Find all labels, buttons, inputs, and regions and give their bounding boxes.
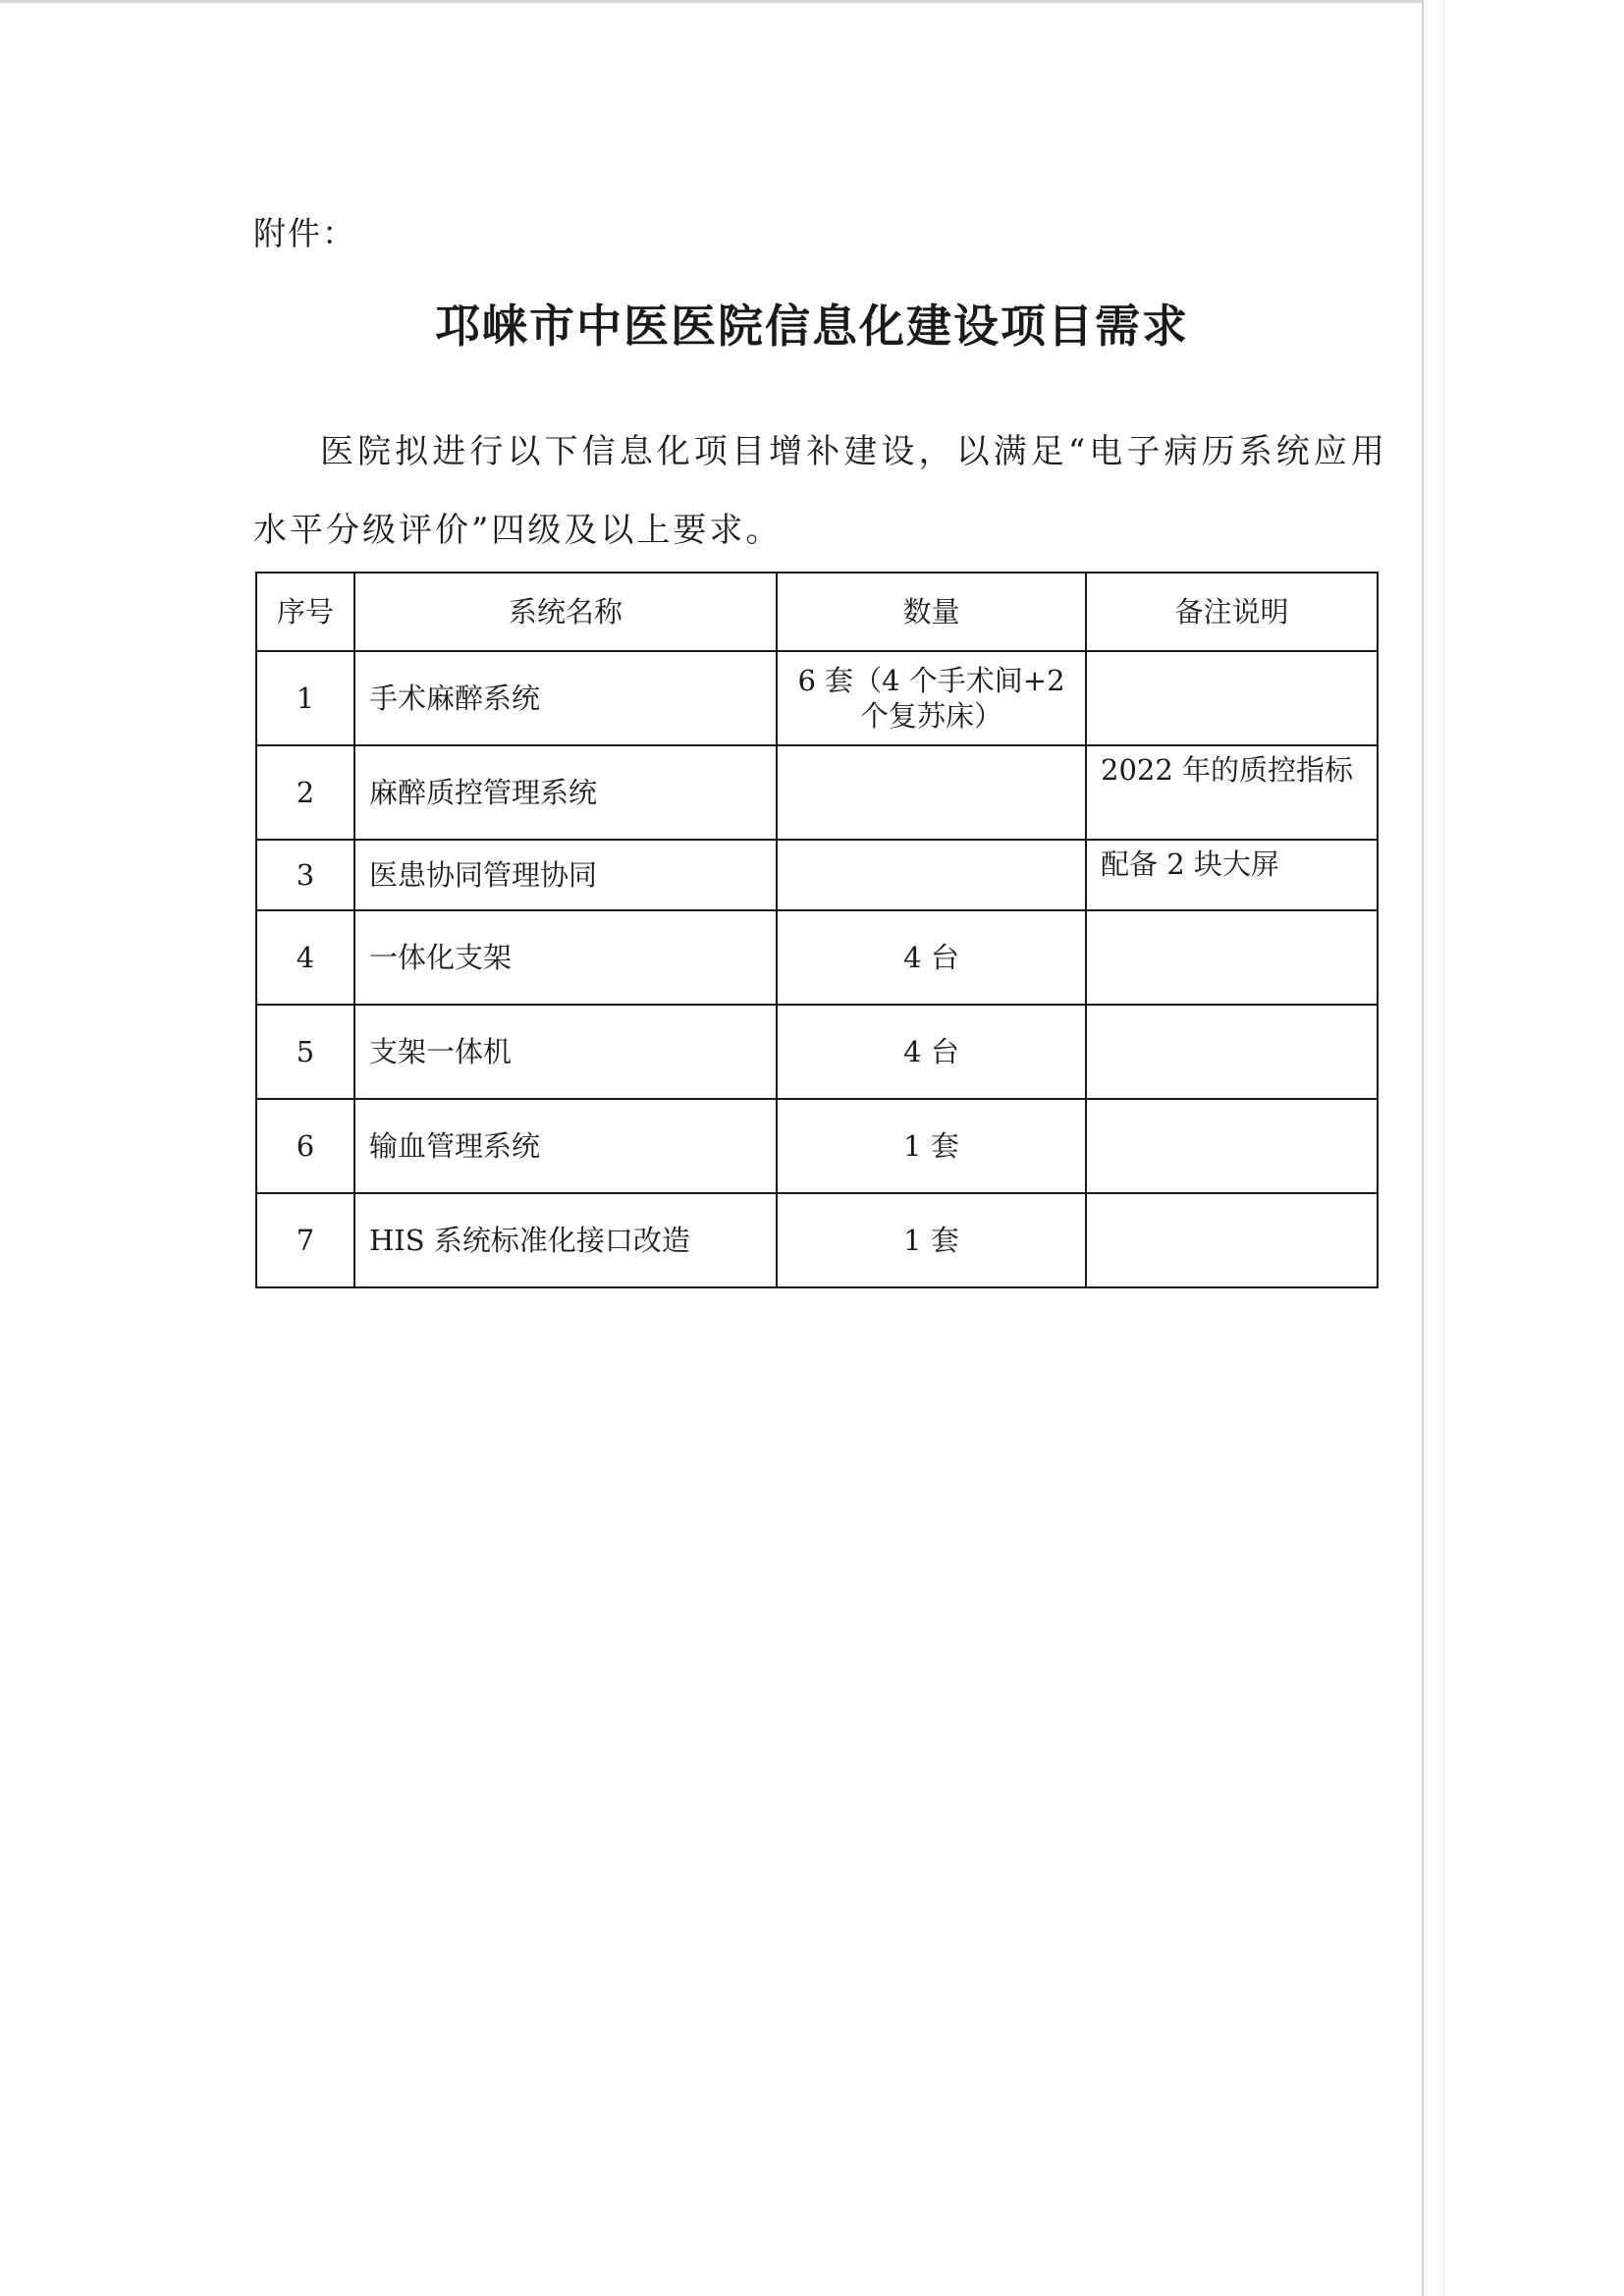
cell-system-name: 医患协同管理协同 — [354, 840, 777, 910]
cell-note: 2022 年的质控指标 — [1086, 745, 1378, 840]
table-row — [256, 745, 1378, 840]
cell-system-name: 支架一体机 — [354, 1005, 777, 1099]
intro-paragraph: 医院拟进行以下信息化项目增补建设，以满足“电子病历系统应用水平分级评价”四级及以上要求。 — [253, 432, 1387, 550]
cell-seq: 1 — [256, 651, 354, 745]
attachment-label: 附件： — [253, 214, 356, 252]
cell-note: 配备 2 块大屏 — [1086, 840, 1378, 910]
header-notes: 备注说明 — [1086, 573, 1378, 651]
cell-seq: 5 — [256, 1005, 354, 1099]
table-row — [256, 1005, 1378, 1099]
cell-quantity: 1 套 — [777, 1099, 1086, 1193]
scan-top-edge — [0, 0, 1422, 3]
table-header-row — [256, 573, 1378, 651]
cell-quantity: 4 台 — [777, 1005, 1086, 1099]
cell-system-name: HIS 系统标准化接口改造 — [354, 1193, 777, 1287]
cell-note — [1086, 1099, 1378, 1193]
table-row — [256, 840, 1378, 910]
cell-quantity — [777, 745, 1086, 840]
cell-quantity: 6 套（4 个手术间+2 个复苏床） — [777, 651, 1086, 745]
header-system-name: 系统名称 — [354, 573, 777, 651]
table-row — [256, 1099, 1378, 1193]
cell-seq: 2 — [256, 745, 354, 840]
cell-system-name: 一体化支架 — [354, 910, 777, 1005]
table-row — [256, 651, 1378, 745]
cell-seq: 6 — [256, 1099, 354, 1193]
table-row — [256, 1193, 1378, 1287]
cell-seq: 4 — [256, 910, 354, 1005]
cell-quantity — [777, 840, 1086, 910]
cell-system-name: 麻醉质控管理系统 — [354, 745, 777, 840]
requirements-table — [255, 572, 1379, 1288]
cell-quantity: 4 台 — [777, 910, 1086, 1005]
cell-quantity: 1 套 — [777, 1193, 1086, 1287]
table-row — [256, 910, 1378, 1005]
header-quantity: 数量 — [777, 573, 1086, 651]
cell-note — [1086, 1193, 1378, 1287]
cell-system-name: 输血管理系统 — [354, 1099, 777, 1193]
cell-system-name: 手术麻醉系统 — [354, 651, 777, 745]
cell-seq: 7 — [256, 1193, 354, 1287]
cell-note — [1086, 1005, 1378, 1099]
cell-seq: 3 — [256, 840, 354, 910]
cell-note — [1086, 651, 1378, 745]
header-seq: 序号 — [256, 573, 354, 651]
document-title: 邛崃市中医医院信息化建设项目需求 — [435, 300, 1189, 353]
cell-note — [1086, 910, 1378, 1005]
